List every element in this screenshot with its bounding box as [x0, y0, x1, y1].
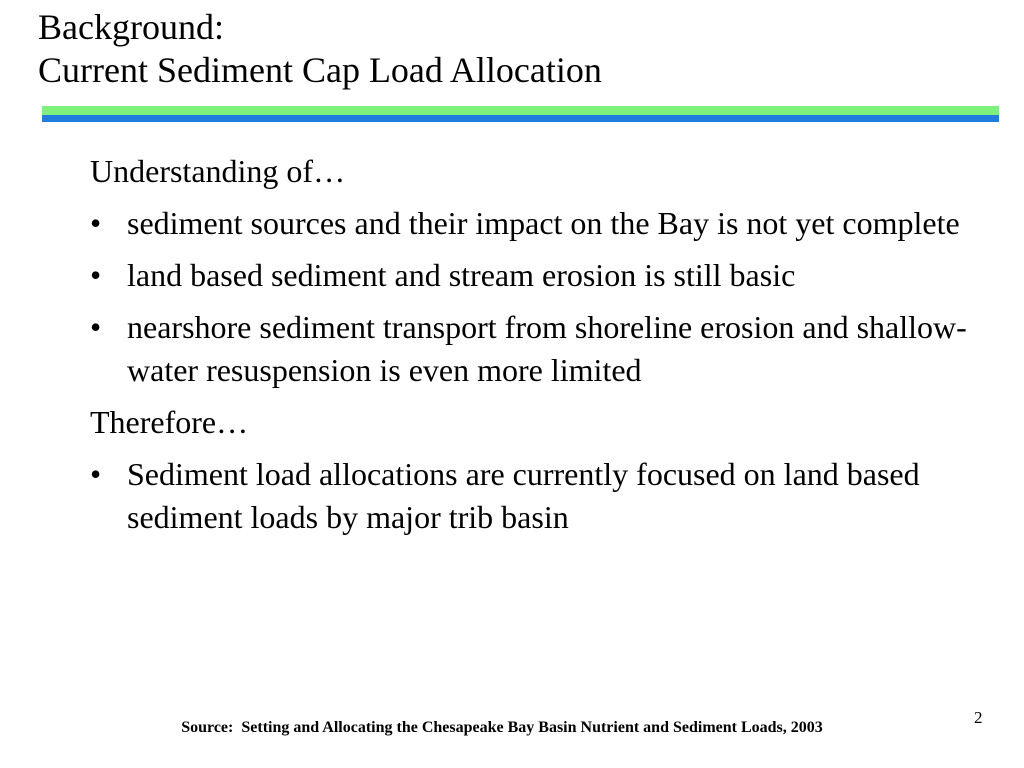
bullet-item	[90, 254, 970, 297]
bullet-text: land based sediment and stream erosion is still basic	[127, 257, 796, 293]
bullet-icon: •	[90, 456, 102, 492]
bullet-icon: •	[90, 309, 102, 345]
title-line-2: Current Sediment Cap Load Allocation	[38, 50, 602, 90]
bullet-icon: •	[90, 205, 102, 241]
title-rule-green	[42, 106, 999, 115]
bullet-item	[90, 202, 970, 245]
title-line-1: Background:	[38, 7, 224, 47]
source-citation: Source: Setting and Allocating the Chesapeake Bay Basin Nutrient and Sediment Loads, 2003	[181, 719, 823, 736]
bullet-icon: •	[90, 257, 102, 293]
transition-text: Therefore…	[90, 404, 249, 440]
bullet-item	[90, 453, 970, 539]
bullet-text: Sediment load allocations are currently focused on land based sediment loads by major trib basin	[127, 456, 920, 535]
bullet-text: nearshore sediment transport from shoreline erosion and shallow-water resuspension is even more limited	[127, 309, 967, 388]
bullet-item	[90, 306, 970, 392]
slide-title	[38, 6, 602, 92]
title-rule-blue	[42, 115, 999, 122]
slide-body	[90, 150, 970, 548]
intro-text: Understanding of…	[90, 153, 346, 189]
bullet-text: sediment sources and their impact on the Bay is not yet complete	[127, 205, 960, 241]
page-number: 2	[974, 708, 983, 727]
